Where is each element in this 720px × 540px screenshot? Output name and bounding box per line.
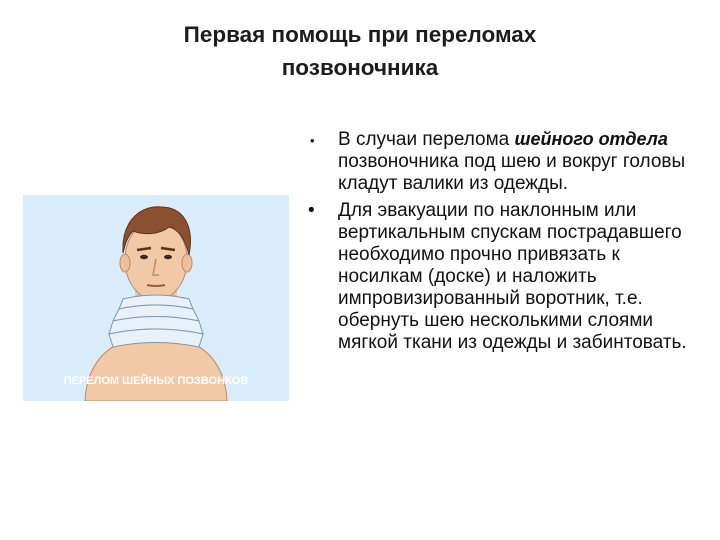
bullet-intro: В случаи перелома xyxy=(338,129,515,150)
bullet-list xyxy=(300,128,705,359)
bullet-item-evacuation xyxy=(300,200,705,354)
bullet-rest: позвоночника под шею и вокруг головы кладут валики из одежды. xyxy=(338,151,686,194)
bullet-text: Для эвакуации по наклонным или вертикальным спускам пострадавшего необходимо прочно привязать к носилкам (доске) и наложить импровизированный воротник, т.е. обернуть шею несколькими слоями мягкой ткани из одежды и забинтовать. xyxy=(338,200,687,353)
bullet-item-cervical xyxy=(300,128,705,195)
neck-fracture-illustration xyxy=(23,195,289,401)
bullet-marker: • xyxy=(308,200,315,221)
slide-title xyxy=(90,18,630,84)
bullet-emphasis: шейного отдела xyxy=(514,129,668,149)
illustration-caption: ПЕРЕЛОМ ШЕЙНЫХ ПОЗВОНКОВ xyxy=(63,375,249,387)
title-line-1: Первая помощь при переломах xyxy=(183,22,537,47)
title-line-2: позвоночника xyxy=(281,55,439,80)
bullet-marker: • xyxy=(310,133,315,148)
